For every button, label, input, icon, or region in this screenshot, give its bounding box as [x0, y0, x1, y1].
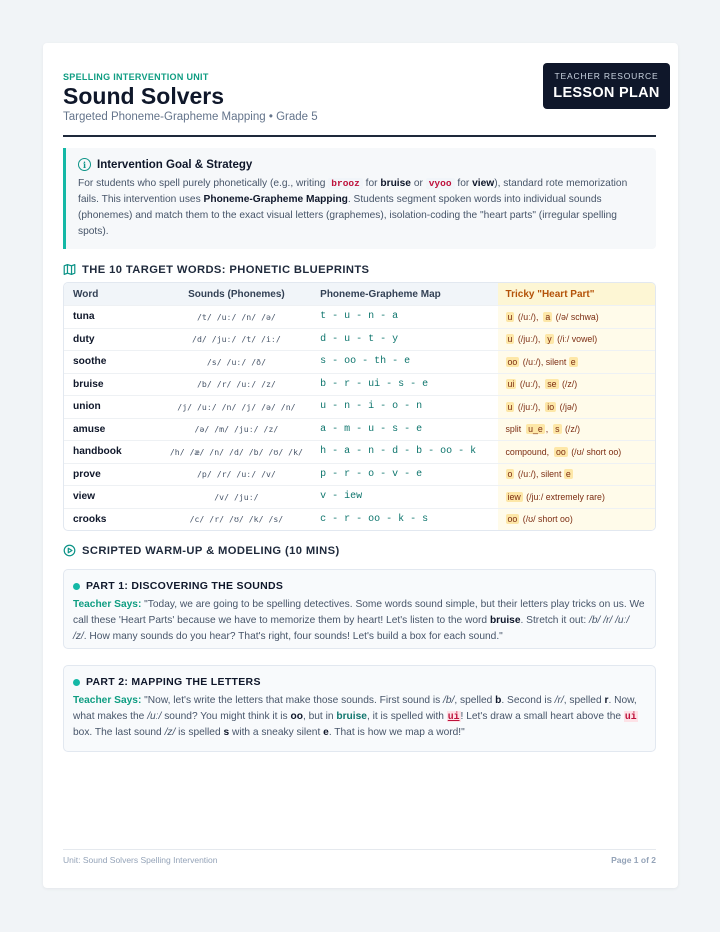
- heart-part-note: split: [505, 424, 527, 435]
- heart-part-cell: [498, 419, 655, 441]
- heart-part-note: (/uː/),: [517, 379, 546, 390]
- grapheme-map-cell: s - oo - th - e: [320, 356, 411, 368]
- section-title: SCRIPTED WARM-UP & MODELING (10 MINS): [82, 544, 340, 557]
- part-1-script: Teacher Says: "Today, we are going to be spelling detectives. Some words sound simple, but their letters play tricks on us. We call these 'Heart Parts' because we have to memorize them by heart! Let's listen to the word bruise. Stretch it out: /b/ /r/ /uː/ /z/. How many sounds do you hear? That's right, four sounds! Let's build a box for each sound.": [73, 599, 645, 642]
- grapheme-map-cell: p - r - o - v - e: [320, 468, 423, 480]
- heart-part-note: (/uː/), silent: [515, 469, 564, 480]
- word-cell: handbook: [73, 446, 122, 458]
- heart-part-highlight: oo: [555, 446, 566, 457]
- footer-unit: Unit: Sound Solvers Spelling Intervention: [63, 855, 218, 865]
- part-title: PART 2: MAPPING THE LETTERS: [86, 676, 261, 688]
- heart-part-highlight: oo: [507, 514, 518, 525]
- column-header-heart-part: Tricky "Heart Part": [498, 283, 655, 305]
- heart-part-highlight: ui: [624, 711, 637, 722]
- table-row: [64, 373, 655, 396]
- heart-part-note: ,: [545, 424, 554, 435]
- badge-label: TEACHER RESOURCE: [554, 71, 659, 81]
- part-1-card: [63, 569, 656, 649]
- heart-part-highlight: e: [565, 469, 571, 480]
- heart-part-cell: [498, 509, 655, 531]
- phonemes-cell: /ə/ /m/ /juː/ /z/: [194, 424, 279, 435]
- grapheme-map-cell: h - a - n - d - b - oo - k: [320, 446, 477, 458]
- grapheme-map-cell: b - r - ui - s - e: [320, 378, 429, 390]
- table-row: [64, 395, 655, 418]
- phonemes-cell: /c/ /r/ /ʊ/ /k/ /s/: [189, 514, 284, 525]
- table-row: [64, 418, 655, 441]
- target-words-heading: [63, 263, 369, 276]
- table-row: [64, 328, 655, 351]
- heart-part-note: (/z/): [559, 379, 578, 390]
- phonemes-cell: /v/ /juː/: [214, 491, 259, 502]
- word-cell: amuse: [73, 423, 106, 435]
- word-cell: duty: [73, 333, 95, 345]
- grapheme-map-cell: a - m - u - s - e: [320, 423, 423, 435]
- word-cell: view: [73, 491, 96, 503]
- heart-part-cell: [498, 351, 655, 373]
- heart-part-note: (/uː/), silent: [520, 356, 569, 367]
- part-header: [73, 580, 283, 592]
- heart-part-note: (/iː/ vowel): [554, 334, 598, 345]
- table-row: [64, 508, 655, 531]
- heart-part-note: (/ə/ schwa): [553, 311, 599, 322]
- heart-part-cell: [498, 486, 655, 508]
- heart-part-highlight: s: [555, 424, 560, 435]
- phonemes-cell: /j/ /uː/ /n/ /j/ /ə/ /n/: [177, 401, 296, 412]
- footer-divider: [63, 849, 656, 850]
- phonemes-cell: /t/ /uː/ /n/ /ə/: [196, 311, 276, 322]
- lesson-plan-page: [43, 43, 678, 888]
- word-cell: prove: [73, 468, 101, 480]
- table-body: [64, 305, 655, 530]
- part-2-script: Teacher Says: "Now, let's write the letters that make those sounds. First sound is /b/, spelled b. Second is /r/, spelled r. Now, what makes the /uː/ sound? You might think it is oo, but in bruise, it is spelled with ui! Let's draw a small heart above the ui box. The last sound /z/ is spelled s with a sneaky silent e. That is how we map a word!": [73, 695, 637, 738]
- heart-part-highlight: se: [547, 379, 557, 390]
- goal-callout: [63, 148, 656, 249]
- info-icon: i: [78, 158, 91, 171]
- section-title: THE 10 TARGET WORDS: PHONETIC BLUEPRINTS: [82, 263, 370, 276]
- heart-part-highlight: iew: [507, 491, 521, 502]
- heart-part-cell: [498, 329, 655, 351]
- heart-part-note: compound,: [505, 446, 554, 457]
- goal-title: Intervention Goal & Strategy: [97, 158, 253, 171]
- heart-part-note: (/z/): [562, 424, 581, 435]
- bullet-dot: [73, 583, 80, 590]
- badge-title: LESSON PLAN: [553, 85, 660, 101]
- bullet-dot: [73, 679, 80, 686]
- part-header: [73, 676, 261, 688]
- column-header-sounds: Sounds (Phonemes): [188, 288, 285, 300]
- table-row: [64, 350, 655, 373]
- heart-part-note: (/juː/),: [515, 401, 546, 412]
- heart-part-note: (/juː/ extremely rare): [523, 491, 605, 502]
- phonemes-cell: /h/ /æ/ /n/ /d/ /b/ /ʊ/ /k/: [169, 446, 303, 457]
- part-title: PART 1: DISCOVERING THE SOUNDS: [86, 580, 284, 592]
- heart-part-highlight: a: [545, 311, 551, 322]
- heart-part-highlight: ui: [447, 711, 460, 722]
- grapheme-map-cell: v - iew: [320, 491, 363, 503]
- heart-part-highlight: o: [507, 469, 513, 480]
- phonemes-cell: /b/ /r/ /uː/ /z/: [196, 379, 276, 390]
- heart-part-cell: [498, 441, 655, 463]
- target-words-table: [63, 282, 656, 531]
- grapheme-map-cell: d - u - t - y: [320, 333, 399, 345]
- heart-part-note: (/ʊ/ short oo): [568, 446, 622, 457]
- misspelling-example: vyoo: [426, 178, 455, 189]
- heart-part-highlight: u: [507, 401, 513, 412]
- table-row: [64, 440, 655, 463]
- heart-part-highlight: y: [547, 334, 552, 345]
- phonemes-cell: /p/ /r/ /uː/ /v/: [196, 469, 276, 480]
- grapheme-map-cell: t - u - n - a: [320, 311, 399, 323]
- warmup-heading: [63, 544, 340, 557]
- page-title: Sound Solvers: [63, 83, 225, 109]
- heart-part-note: (/ʊ/ short oo): [520, 514, 573, 525]
- heart-part-cell: [498, 396, 655, 418]
- column-header-map: Phoneme-Grapheme Map: [320, 288, 441, 300]
- table-row: [64, 463, 655, 486]
- word-cell: bruise: [73, 378, 104, 390]
- goal-header: [78, 158, 252, 171]
- page-subtitle: Targeted Phoneme-Grapheme Mapping • Grade 5: [63, 111, 318, 123]
- heart-part-highlight: u: [507, 334, 513, 345]
- heart-part-highlight: e: [570, 356, 576, 367]
- phonemes-cell: /s/ /uː/ /ð/: [206, 356, 266, 367]
- heart-part-cell: [498, 306, 655, 328]
- heart-part-highlight: u_e: [528, 424, 543, 435]
- heart-part-note: (/jə/): [557, 401, 578, 412]
- misspelling-example: brooz: [328, 178, 363, 189]
- heart-part-note: (/juː/),: [515, 334, 546, 345]
- word-cell: tuna: [73, 311, 95, 323]
- lesson-plan-badge: [543, 63, 670, 109]
- goal-text: For students who spell purely phonetically (e.g., writing brooz for bruise or vyoo for view), standard rote memorization fails. This intervention uses Phoneme-Grapheme Mapping. Students segment spoken words into individual sounds (phonemes) and match them to the exact visual letters (graphemes), isolation-coding the "heart parts" (irregular spelling spots).: [78, 178, 628, 237]
- phonemes-cell: /d/ /juː/ /t/ /iː/: [192, 334, 281, 345]
- word-cell: soothe: [73, 356, 107, 368]
- unit-label: SPELLING INTERVENTION UNIT: [63, 72, 209, 82]
- table-row: [64, 485, 655, 508]
- heart-part-highlight: oo: [507, 356, 518, 367]
- heart-part-cell: [498, 374, 655, 396]
- map-icon: [63, 263, 76, 276]
- heart-part-highlight: u: [507, 311, 513, 322]
- column-header-word: Word: [73, 288, 99, 300]
- table-row: [64, 305, 655, 328]
- heart-part-highlight: ui: [507, 379, 515, 390]
- table-header: [64, 283, 655, 305]
- word-cell: crooks: [73, 513, 107, 525]
- word-cell: union: [73, 401, 101, 413]
- part-2-card: [63, 665, 656, 752]
- grapheme-map-cell: u - n - i - o - n: [320, 401, 423, 413]
- grapheme-map-cell: c - r - oo - k - s: [320, 513, 429, 525]
- heart-part-highlight: io: [547, 401, 555, 412]
- play-circle-icon: [63, 544, 76, 557]
- heart-part-cell: [498, 464, 655, 486]
- header-divider: [63, 135, 656, 137]
- page-number: Page 1 of 2: [611, 855, 656, 865]
- heart-part-note: (/uː/),: [515, 311, 544, 322]
